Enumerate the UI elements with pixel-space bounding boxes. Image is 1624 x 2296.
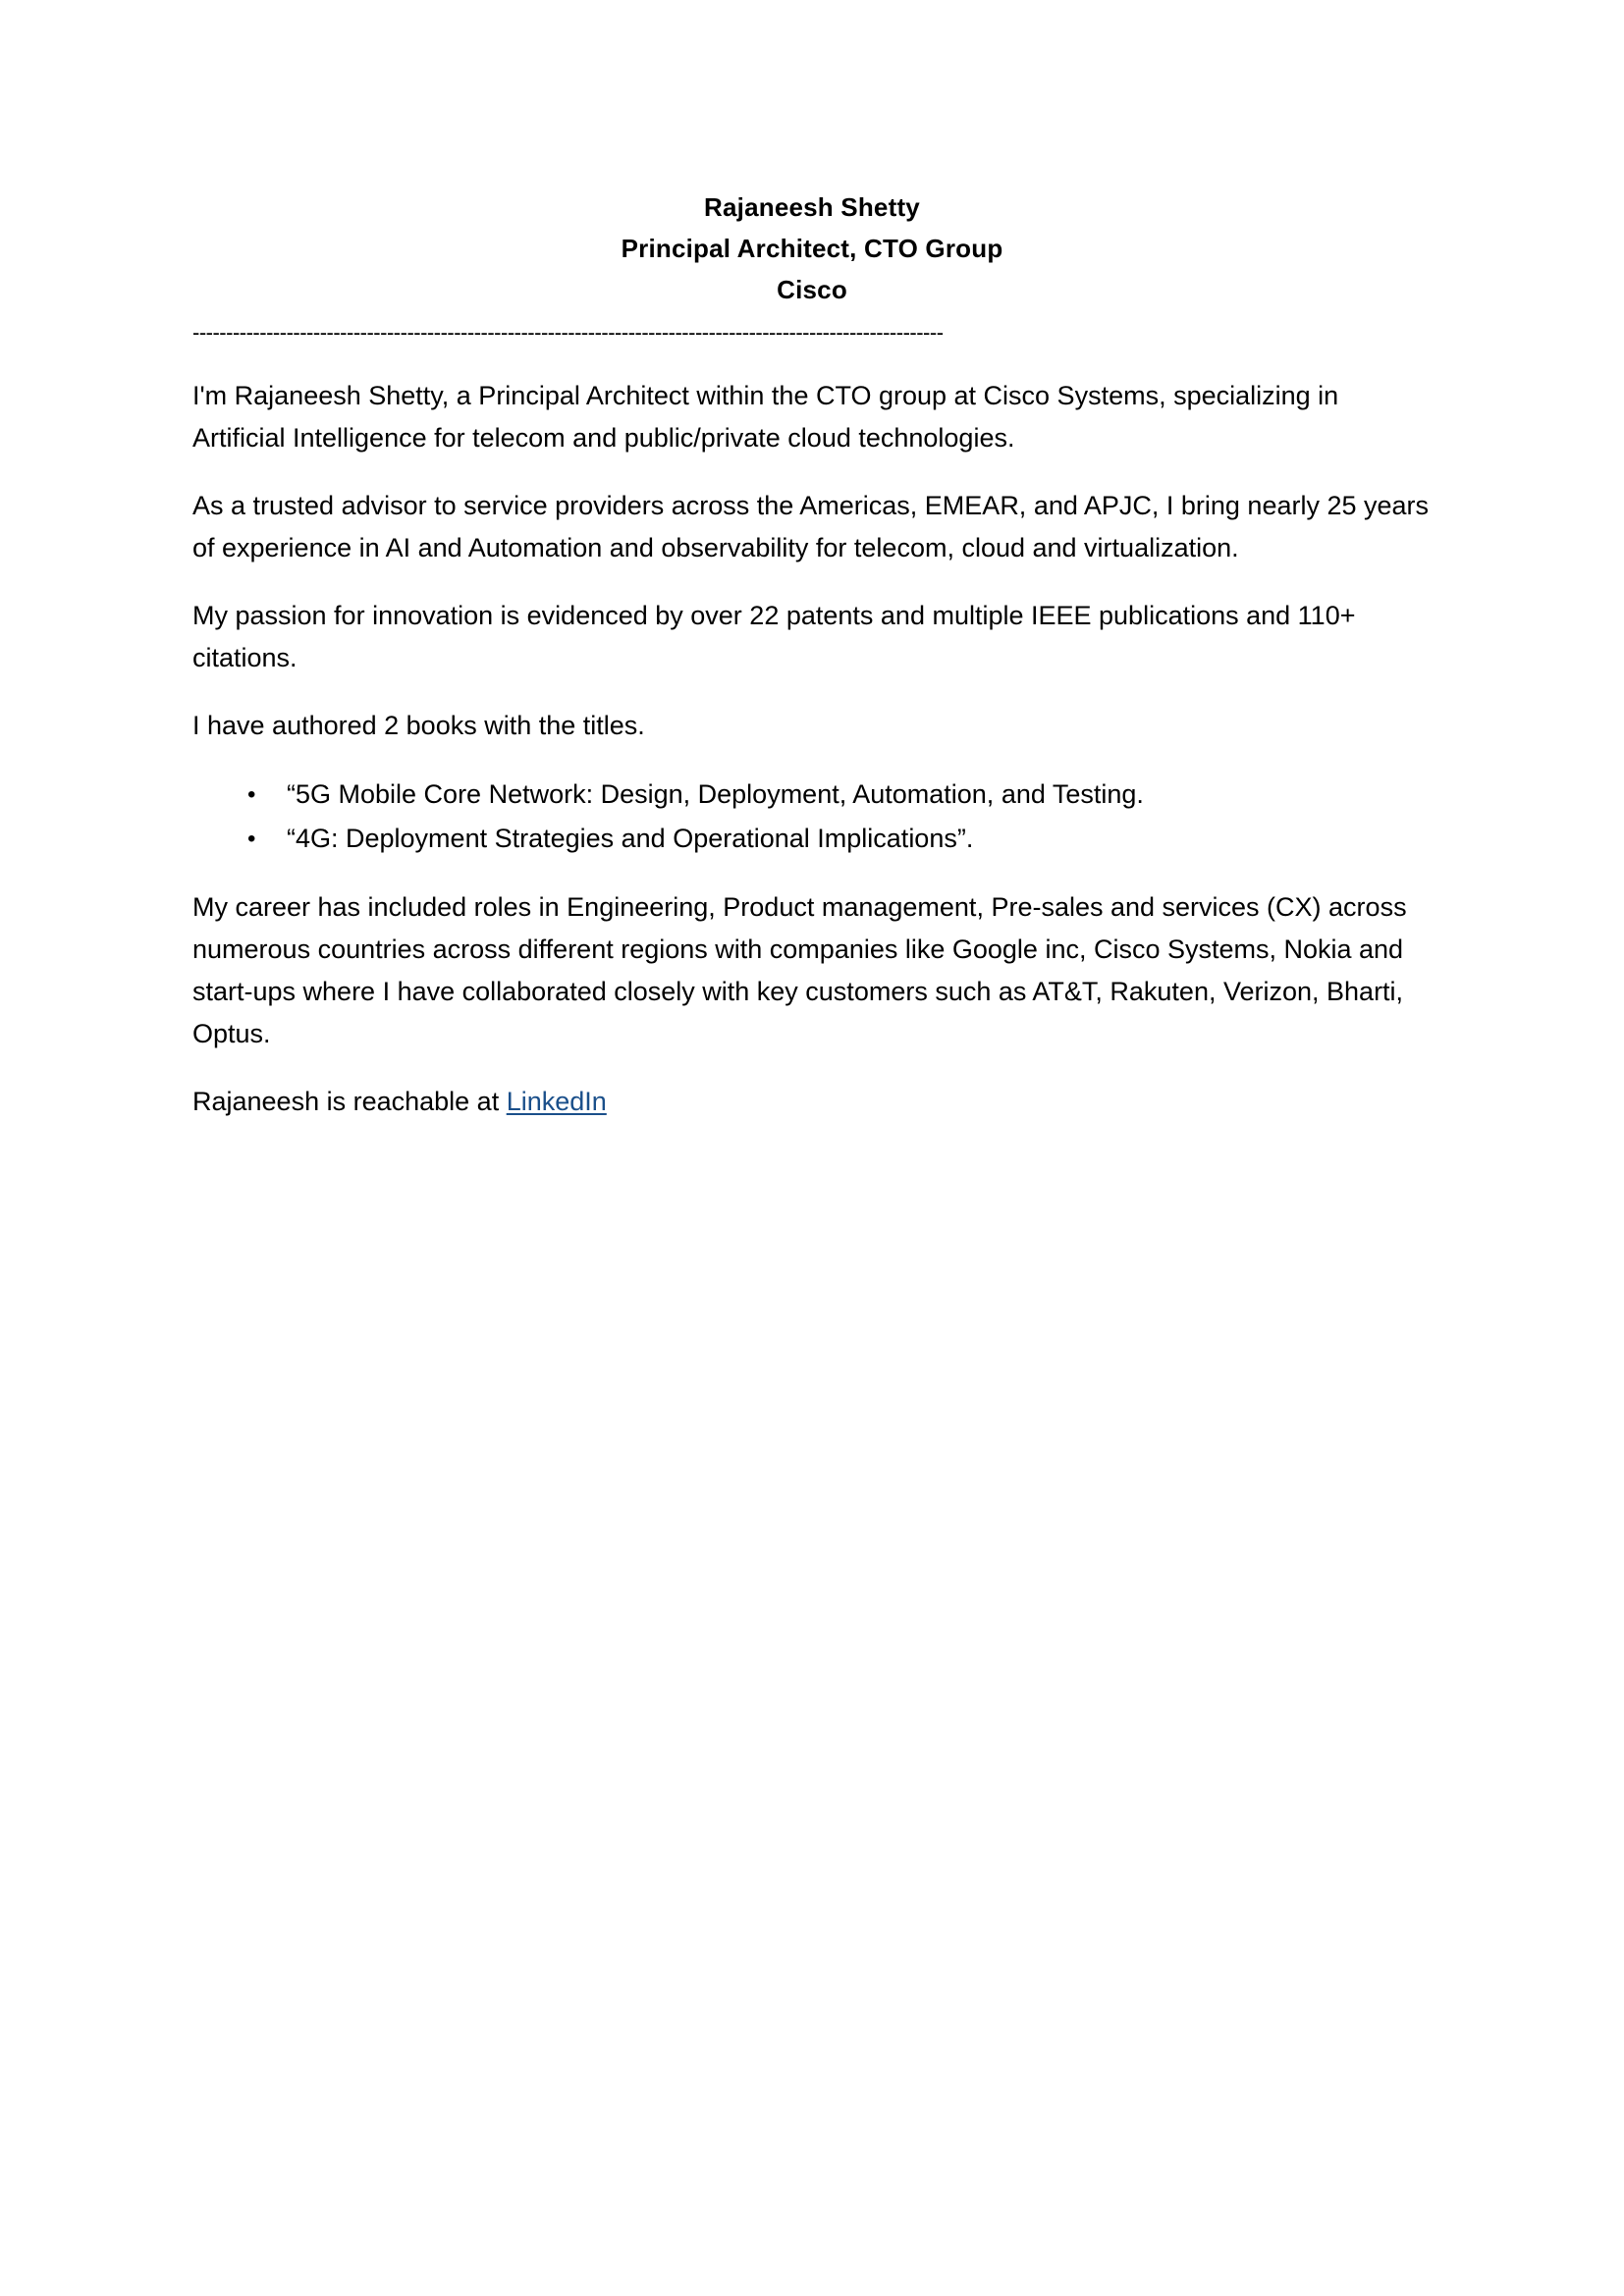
document-body <box>192 375 1432 1123</box>
horizontal-divider: ---------------------------------------------------------------------------------------------------------------- <box>192 320 944 345</box>
paragraph-innovation: My passion for innovation is evidenced by over 22 patents and multiple IEEE publications and 110+ citations. <box>192 601 1356 672</box>
paragraph-books-intro: I have authored 2 books with the titles. <box>192 711 645 740</box>
header-role: Principal Architect, CTO Group <box>621 234 1003 263</box>
document-content <box>192 187 1432 1123</box>
paragraph-intro: I'm Rajaneesh Shetty, a Principal Architect within the CTO group at Cisco Systems, specializing in Artificial Intelligence for telecom and public/private cloud technologies. <box>192 381 1339 453</box>
paragraph-career: My career has included roles in Engineering, Product management, Pre-sales and services (CX) across numerous countries across different regions with companies like Google inc, Cisco Systems, Nokia and start-ups where I have collaborated closely with key customers such as AT&T, Rakuten, Verizon, Bharti, Optus. <box>192 892 1407 1048</box>
linkedin-link[interactable]: LinkedIn <box>506 1087 607 1116</box>
list-item: • “5G Mobile Core Network: Design, Deployment, Automation, and Testing. <box>287 773 1432 817</box>
header-name: Rajaneesh Shetty <box>704 192 920 222</box>
book-list <box>192 773 1432 861</box>
paragraph-contact <box>192 1081 1432 1123</box>
document-header <box>192 187 1432 310</box>
header-company: Cisco <box>777 275 847 304</box>
contact-prefix: Rajaneesh is reachable at <box>192 1087 507 1116</box>
paragraph-advisor: As a trusted advisor to service providers across the Americas, EMEAR, and APJC, I bring nearly 25 years of experience in AI and Automation and observability for telecom, cloud and virtualization. <box>192 491 1430 562</box>
list-item: • “4G: Deployment Strategies and Operational Implications”. <box>287 817 1432 861</box>
